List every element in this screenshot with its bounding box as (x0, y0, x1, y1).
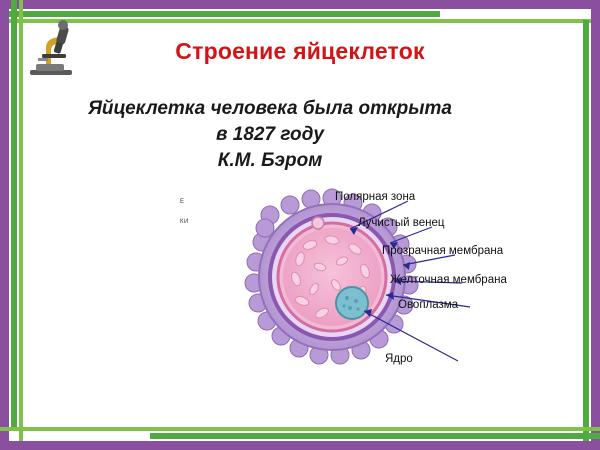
frame-top-green-bar (0, 11, 440, 17)
subtitle-block (60, 96, 480, 174)
egg-cell-diagram (150, 185, 590, 400)
frame-left-purple-bar (0, 0, 9, 450)
page-title: Строение яйцеклеток (175, 38, 425, 64)
subtitle-line-1: Яйцеклетка человека была открыта (88, 98, 452, 119)
nucleus-shape (336, 287, 368, 319)
callout-radiant-crown: Лучистый венец (358, 217, 445, 229)
callout-yolk-membrane: Желточная мембрана (390, 274, 507, 286)
callout-ooplasm: Овоплазма (398, 299, 459, 311)
subtitle-line-2: в 1827 году (216, 124, 324, 145)
subtitle-line-3: К.М. Бэром (217, 150, 323, 171)
diagram-small-label-1: Е (180, 199, 185, 205)
frame-bottom-purple-bar (0, 441, 600, 450)
frame-top-purple-bar (0, 0, 600, 9)
callout-polar-zone: Полярная зона (335, 191, 416, 203)
frame-bottom-light-green-bar (0, 427, 600, 431)
diagram-small-label-2: КИ (180, 219, 189, 225)
callout-transparent-membrane: Прозрачная мембрана (382, 245, 504, 257)
frame-right-purple-bar (591, 0, 600, 450)
frame-bottom-green-bar (150, 433, 600, 439)
polar-body-shape (312, 217, 324, 229)
frame-top-light-green-bar (0, 19, 600, 23)
callout-nucleus: Ядро (385, 353, 413, 365)
